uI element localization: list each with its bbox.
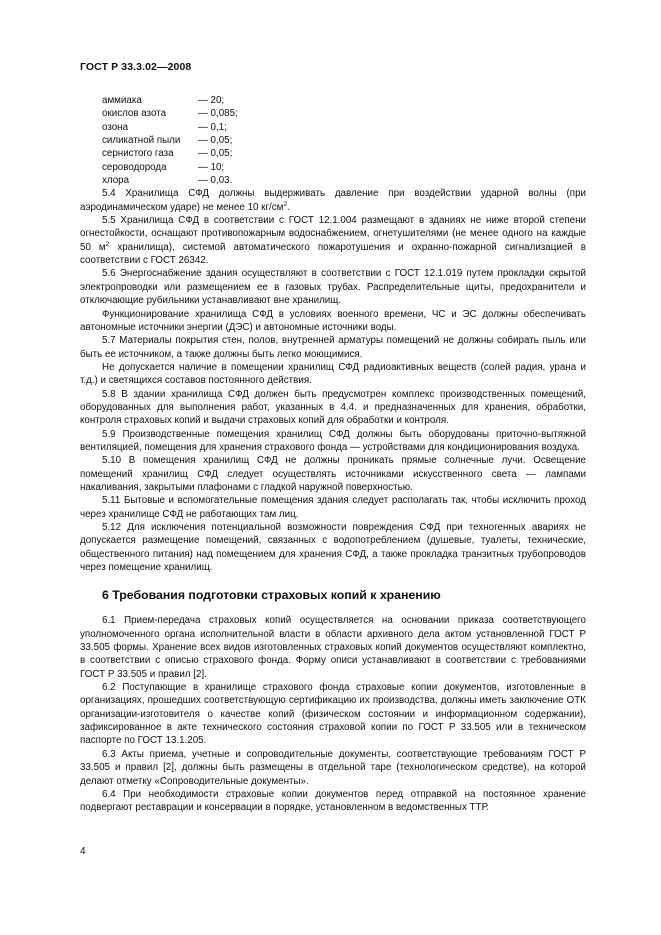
pollutant-value: — 20; bbox=[198, 95, 225, 106]
paragraph-5-7-b: Не допускается наличие в помещении хранилищ СФД радиоактивных веществ (солей радия, урана и т.д.) и светящихся составов постоянного действия. bbox=[80, 361, 586, 387]
pollutant-name: хлора bbox=[102, 175, 130, 187]
paragraph-5-10: 5.10 В помещения хранилищ СФД не должны проникать прямые солнечные лучи. Освещение помещений хранилищ СФД следует осуществлять источниками искусственного света — лампами накаливания, закрытыми плафонами с гладкой наружной поверхностью. bbox=[80, 455, 586, 493]
pollutant-value: — 0,085; bbox=[198, 108, 238, 120]
paragraph-5-7: 5.7 Материалы покрытия стен, полов, внутренней арматуры помещений не должны собирать пыль или быть ее источником, а также должны быть легко моющимися. bbox=[80, 335, 586, 360]
paragraph-5-6: 5.6 Энергоснабжение здания осуществляют в соответствии с ГОСТ 12.1.019 путем прокладки скрытой электропроводки или размещением ее в газовых трубах. Распределительные щиты, предохранители и отключающие рубильники устанавливают вне хранилищ. bbox=[80, 268, 586, 307]
paragraph-6-3: 6.3 Акты приема, учетные и сопроводительные документы, соответствующие требованиям ГОСТ Р 33.505 и правил [2], должны быть размещены в отдельной таре (технологическом средстве), на которой делают отметку «Сопроводительные документы». bbox=[80, 748, 586, 787]
paragraph-5-6-b: Функционирование хранилища СФД в условиях военного времени, ЧС и ЭС должны обеспечивать автономные источники энергии (ДЭС) и автономные источники воды. bbox=[80, 308, 586, 333]
pollutant-value: — 10; bbox=[198, 161, 225, 173]
paragraph-5-9: 5.9 Производственные помещения хранилищ СФД должны быть оборудованы приточно-вытяжной вентиляцией, помещения для хранения страхового фонда — устройствами для кондиционирования воздуха. bbox=[80, 428, 586, 453]
paragraph-6-1: 6.1 Прием-передача страховых копий осуществляется на основании приказа соответствующего уполномоченного органа исполнительной власти в области архивного дела актом установленной ГОСТ Р 33.505 формы. Хранение всех видов изготовленных страховых копий документов осуществляют комплектно, в соответствии с описью страхового фонда. Форму описи устанавливают в соответствии с требованиями ГОСТ Р 33.505 и правил [2]. bbox=[80, 615, 586, 680]
page-content bbox=[80, 94, 586, 815]
paragraph-6-4: 6.4 При необходимости страховые копии документов перед отправкой на постоянное хранение подвергают реставрации и консервации в порядке, установленном в ведомственных ТТР. bbox=[80, 788, 586, 814]
section-6-heading: 6 Требования подготовки страховых копий к хранению bbox=[102, 588, 441, 603]
pollutant-name: силикатной пыли bbox=[102, 135, 181, 147]
paragraph-5-8: 5.8 В здании хранилища СФД должен быть предусмотрен комплекс производственных помещений, оборудованных для выполнения работ, указанных в 4.4. и предназначенных для хранения, обработки, контроля страховых копий и выдачи страховых копий для обработки и контроля. bbox=[80, 388, 586, 427]
pollutant-value: — 0,03. bbox=[198, 175, 233, 187]
pollutant-value: — 0,05; bbox=[198, 148, 233, 160]
page-header: ГОСТ Р 33.3.02—2008 bbox=[80, 61, 192, 73]
paragraph-6-2: 6.2 Поступающие в хранилище страхового фонда страховые копии документов, изготовленные в организациях, прошедших соответствующую сертификацию их производства, должны иметь заключение ОТК организации-изготовителя о качестве копий (физическом состоянии и информационном содержании), зафиксированное в акте технического состояния страховой копии по ГОСТ Р 33.505 или в техническом паспорте по ГОСТ 13.1.205. bbox=[80, 682, 586, 747]
pollutant-name: озона bbox=[102, 121, 129, 133]
pollutant-name: окислов азота bbox=[102, 108, 167, 120]
pollutant-name: сернистого газа bbox=[102, 148, 174, 160]
paragraph-5-12: 5.12 Для исключения потенциальной возможности повреждения СФД при техногенных авариях не допускается размещение помещений, связанных с водопотреблением (душевые, туалеты, технические, общественного питания) над помещением для хранения СФД, а также прокладка транзитных трубопроводов через помещение хранилищ. bbox=[80, 522, 586, 574]
pollutant-list bbox=[102, 94, 586, 187]
paragraph-5-11: 5.11 Бытовые и вспомогательные помещения здания следует располагать так, чтобы исключить проход через хранилище СФД не работающих там лиц. bbox=[80, 495, 586, 520]
pollutant-name: аммиака bbox=[102, 95, 142, 106]
paragraph-5-5: 5.5 Хранилища СФД в соответствии с ГОСТ 12.1.004 размещают в зданиях не ниже второй степени огнестойкости, оснащают противопожарным водоснабжением, огнетушителями (не менее одного на каждые 50 $м^2$ хранилища), системой автоматического пожаротушения и охранно-пожарной сигнализацией в соответствии с ГОСТ 26342. bbox=[80, 215, 586, 267]
page-number: 4 bbox=[80, 846, 86, 857]
pollutant-value: — 0,1; bbox=[198, 121, 227, 133]
pollutant-value: — 0,05; bbox=[198, 135, 233, 147]
paragraph-5-4: 5.4 Хранилища СФД должны выдерживать давление при воздействии ударной волны (при аэродинамическом ударе) не менее 10 $кг/см^2$. bbox=[80, 188, 586, 213]
pollutant-name: сероводорода bbox=[102, 161, 167, 173]
